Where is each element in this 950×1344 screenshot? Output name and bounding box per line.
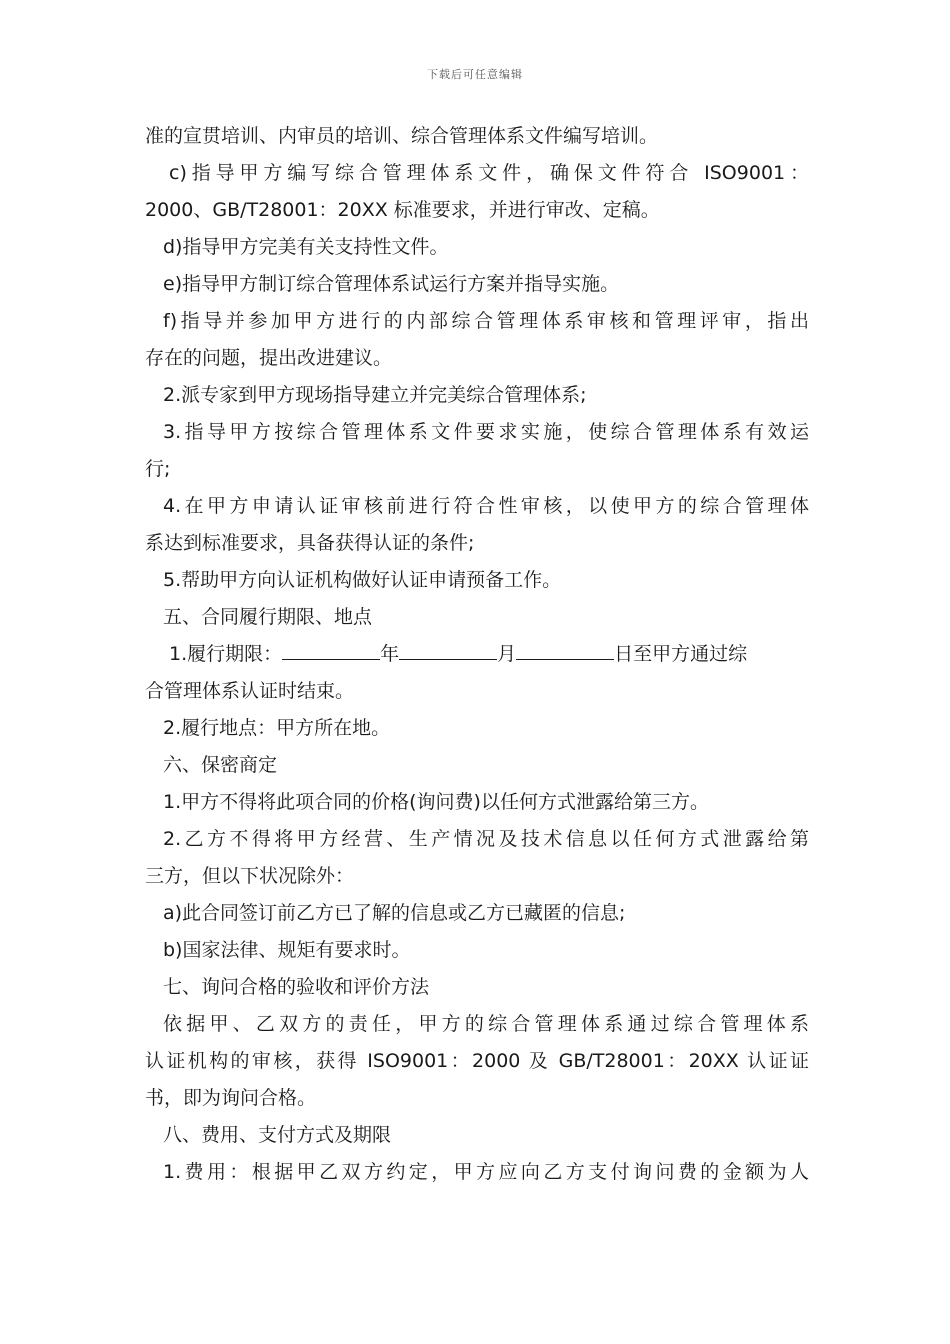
paragraph-line: b)国家法律、规矩有要求时。 [163,939,411,961]
document-body [145,118,809,1191]
fill-in-blank [516,639,614,660]
fill-in-blank [399,639,497,660]
paragraph-line: 系达到标准要求，具备获得认证的条件; [145,532,475,554]
section-heading: 五、合同履行期限、地点 [163,606,373,628]
paragraph-line: c)指导甲方编写综合管理体系文件，确保文件符合 ISO9001： [169,162,809,184]
month-label: 月 [497,643,517,665]
paragraph-line: d)指导甲方完美有关支持性文件。 [163,236,449,258]
paragraph-line: e)指导甲方制订综合管理体系试运行方案并指导实施。 [163,273,620,295]
paragraph-line: 2.履行地点：甲方所在地。 [163,717,391,739]
paragraph-line: 2000、GB/T28001：20XX 标准要求，并进行审改、定稿。 [145,199,660,221]
fill-in-blank [282,639,380,660]
paragraph-line: 依据甲、乙双方的责任，甲方的综合管理体系通过综合管理体系 [163,1013,809,1035]
paragraph-line: 认证机构的审核，获得 ISO9001：2000 及 GB/T28001：20XX 认证证 [145,1050,809,1072]
paragraph-line: 5.帮助甲方向认证机构做好认证申请预备工作。 [163,569,562,591]
paragraph-line: 准的宣贯培训、内审员的培训、综合管理体系文件编写培训。 [145,125,659,147]
paragraph-line: 3.指导甲方按综合管理体系文件要求实施，使综合管理体系有效运 [163,421,809,443]
section-heading: 七、询问合格的验收和评价方法 [163,976,430,998]
paragraph-line: 2.派专家到甲方现场指导建立并完美综合管理体系; [163,384,587,406]
year-label: 年 [380,643,400,665]
paragraph-line: 1.甲方不得将此项合同的价格(询问费)以任何方式泄露给第三方。 [163,791,709,813]
paragraph-line: 三方，但以下状况除外： [145,865,355,887]
paragraph-line: f)指导并参加甲方进行的内部综合管理体系审核和管理评审，指出 [163,310,809,332]
page-header: 下载后可任意编辑 [427,68,523,81]
paragraph-line: 2.乙方不得将甲方经营、生产情况及技术信息以任何方式泄露给第 [163,828,809,850]
paragraph-line-with-blanks [145,636,809,673]
paragraph-line: 4.在甲方申请认证审核前进行符合性审核，以使甲方的综合管理体 [163,495,809,517]
paragraph-line: 1.费用：根据甲乙双方约定，甲方应向乙方支付询问费的金额为人 [163,1161,809,1183]
term-label: 1.履行期限： [169,643,283,665]
day-label: 日至甲方通过综 [614,643,748,665]
paragraph-line: 存在的问题，提出改进建议。 [145,347,393,369]
paragraph-line: 合管理体系认证时结束。 [145,680,355,702]
section-heading: 六、保密商定 [163,754,278,776]
paragraph-line: a)此合同签订前乙方已了解的信息或乙方已藏匿的信息; [163,902,626,924]
section-heading: 八、费用、支付方式及期限 [163,1124,392,1146]
paragraph-line: 行; [145,458,171,480]
paragraph-line: 书，即为询问合格。 [145,1087,317,1109]
